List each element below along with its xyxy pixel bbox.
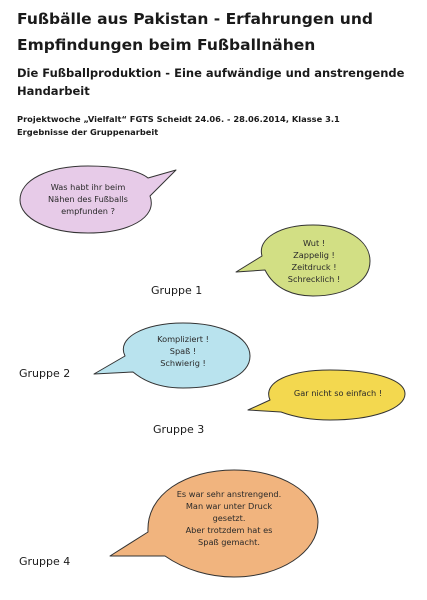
answer-line: gesetzt. <box>212 513 246 523</box>
page-subtitle: Die Fußballproduktion - Eine aufwändige und anstrengende Handarbeit <box>17 66 405 98</box>
question-line: empfunden ? <box>61 206 115 216</box>
answer-line: Schrecklich ! <box>287 274 341 284</box>
answer-line: Kompliziert ! <box>157 334 209 344</box>
question-line: Was habt ihr beim <box>50 182 126 192</box>
group1-answer-text <box>272 237 356 285</box>
question-text <box>38 181 138 217</box>
answer-line: Wut ! <box>302 238 326 248</box>
group3-label: Gruppe 3 <box>153 423 205 436</box>
answer-line: Zappelig ! <box>293 250 335 260</box>
answer-line: Spaß gemacht. <box>198 537 260 547</box>
answer-line: Schwierig ! <box>160 358 206 368</box>
group2-answer-text <box>145 333 221 369</box>
answer-line: Spaß ! <box>169 346 197 356</box>
page-title: Fußbälle aus Pakistan - Erfahrungen und Empfindungen beim Fußballnähen <box>17 10 373 54</box>
answer-line: Zeitdruck ! <box>291 262 337 272</box>
group3-answer-text <box>283 387 393 399</box>
question-line: Nähen des Fußballs <box>48 194 128 204</box>
group4-label: Gruppe 4 <box>19 555 71 568</box>
group4-answer-text <box>165 488 293 548</box>
answer-line: Aber trotzdem hat es <box>185 525 273 535</box>
answer-line: Es war sehr anstrengend. <box>176 489 282 499</box>
answer-line: Gar nicht so einfach ! <box>293 388 383 398</box>
group2-label: Gruppe 2 <box>19 367 71 380</box>
meta-results-line: Ergebnisse der Gruppenarbeit <box>17 127 159 137</box>
group1-label: Gruppe 1 <box>151 284 203 297</box>
answer-line: Man war unter Druck <box>185 501 273 511</box>
meta-project-line: Projektwoche „Vielfalt“ FGTS Scheidt 24.06. - 28.06.2014, Klasse 3.1 <box>17 114 340 124</box>
